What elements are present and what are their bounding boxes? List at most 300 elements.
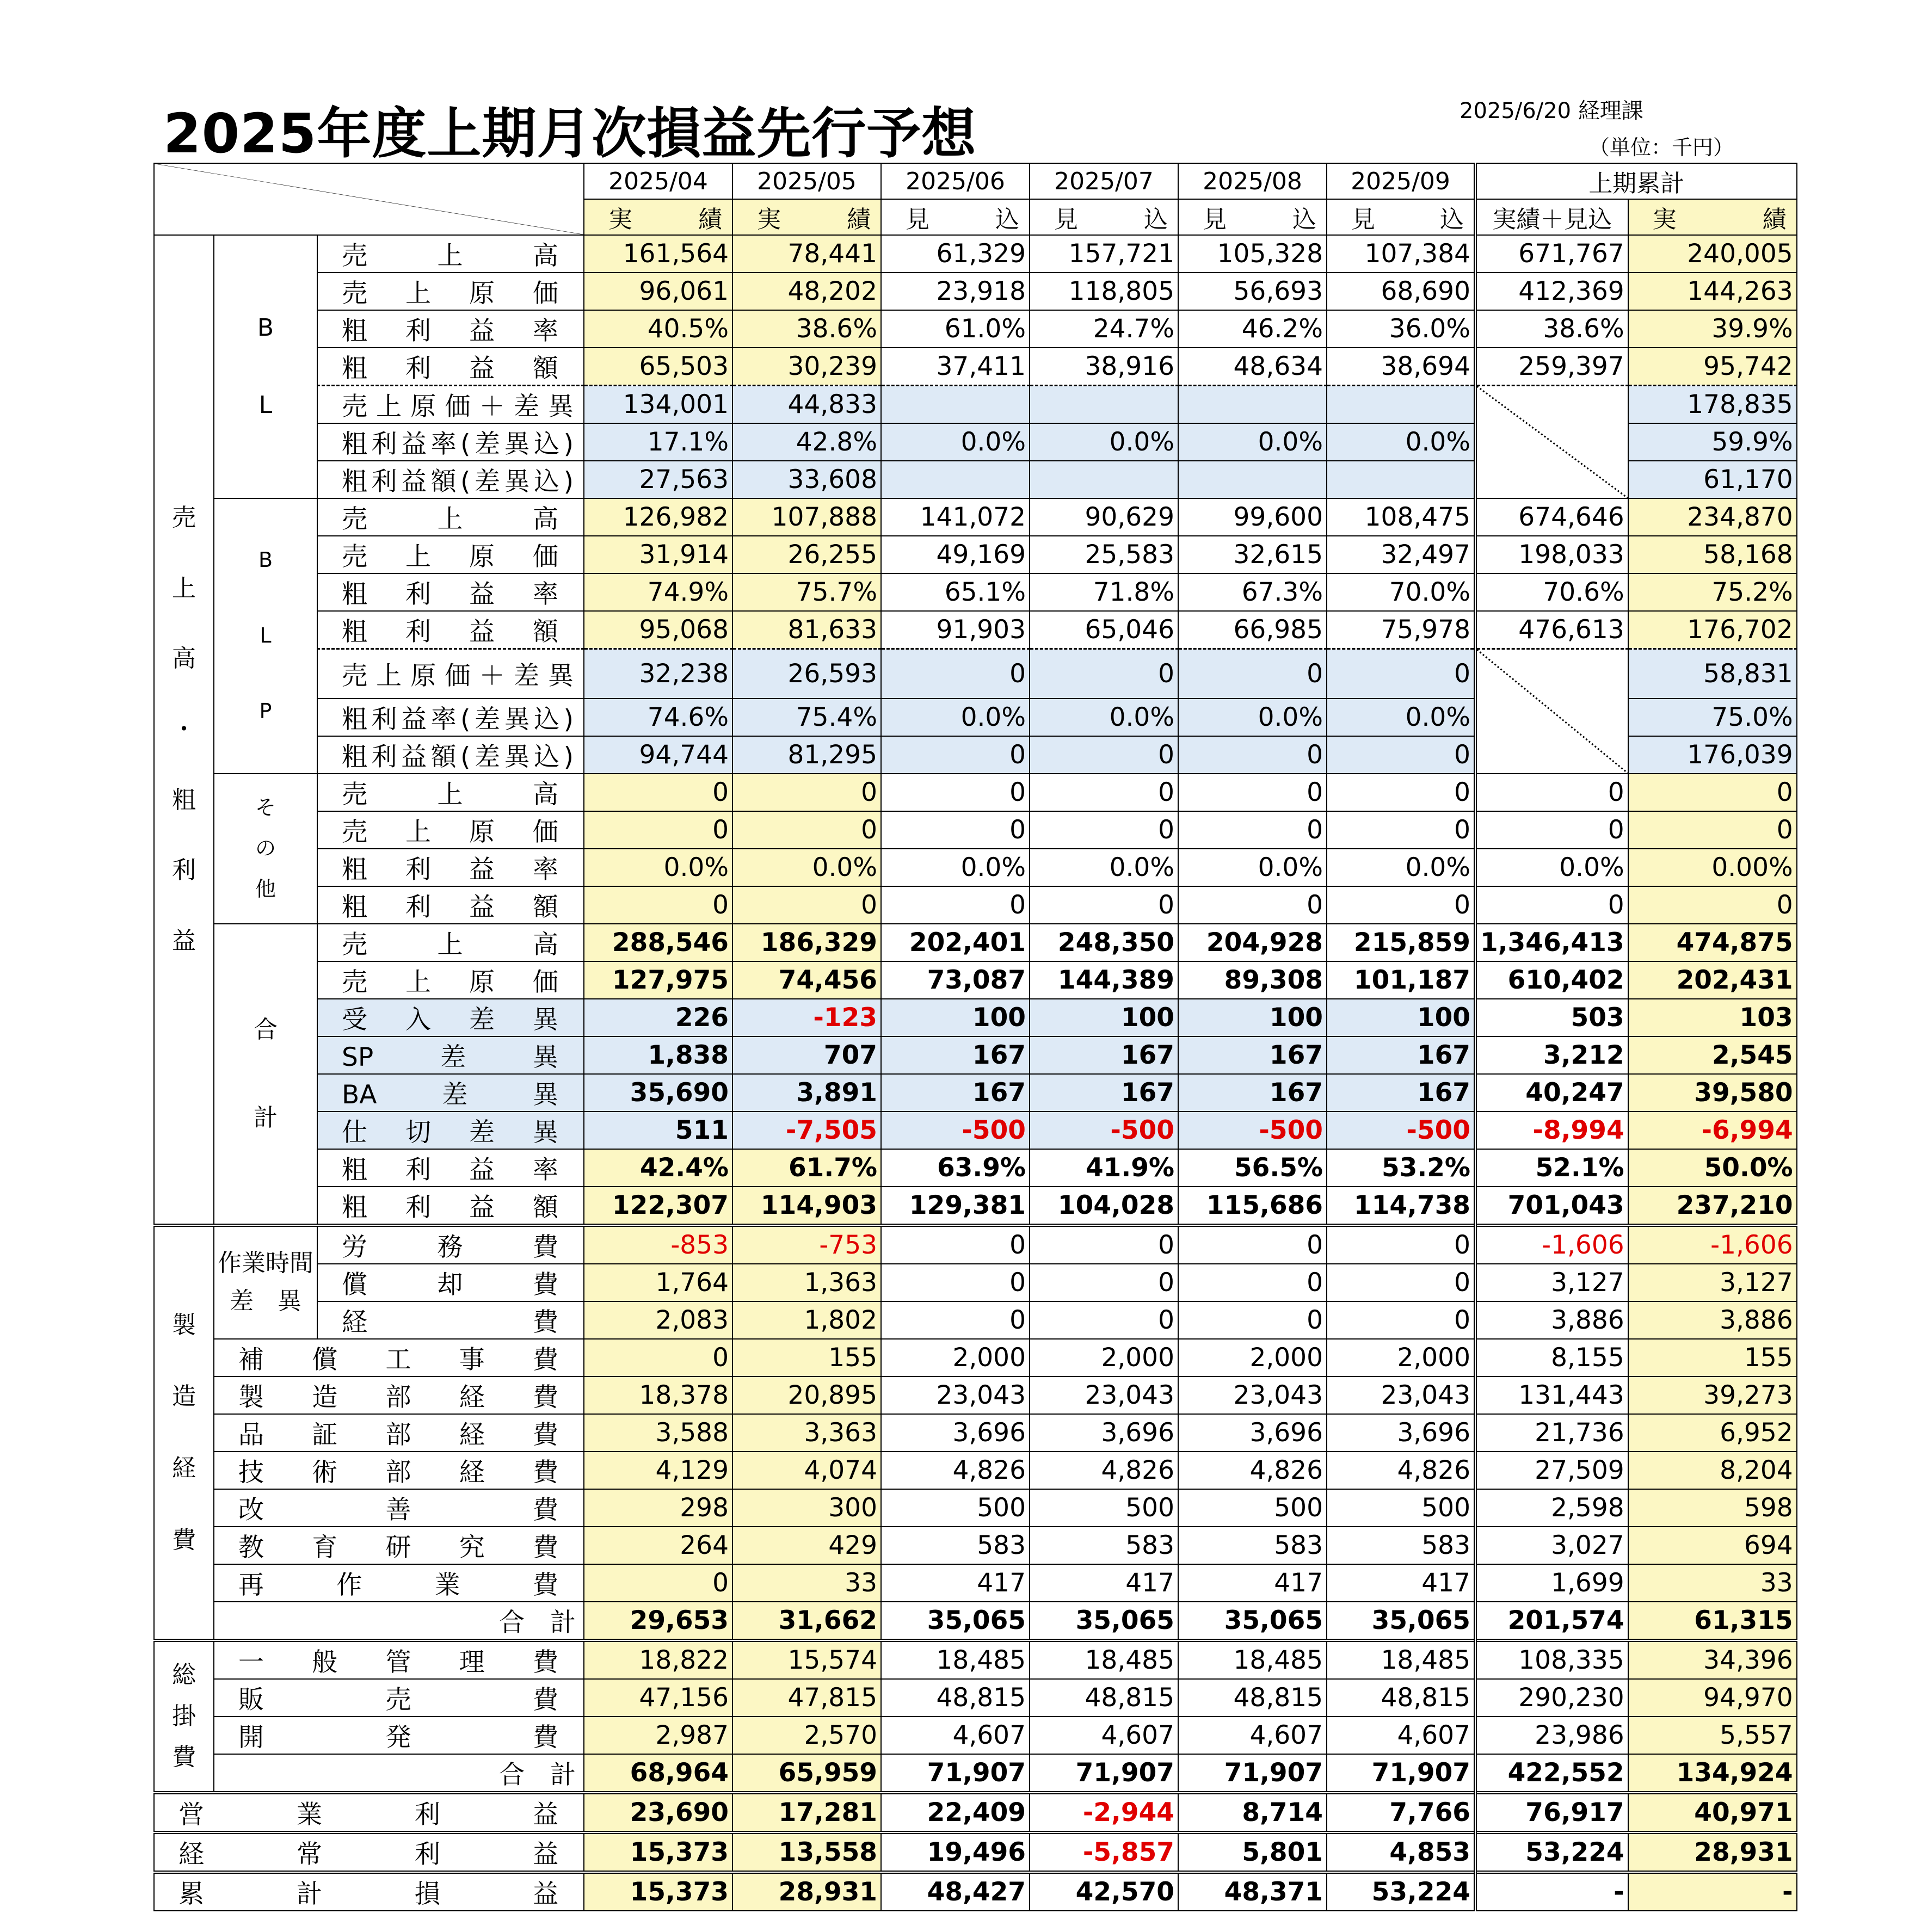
- mfg-depr-cum-actual: 3,127: [1628, 1264, 1797, 1301]
- bl-cogs-cum-total: 412,369: [1475, 273, 1628, 310]
- bl-gma-var-m5: 33,608: [732, 461, 881, 498]
- blp-gma-var-m5: 81,295: [732, 736, 881, 774]
- oth-gm-rate-m4: 0.0%: [584, 849, 732, 886]
- bl-cogs-m4: 96,061: [584, 273, 732, 310]
- mfg-exp-m7: 0: [1030, 1301, 1178, 1339]
- blp-gmr-var-m8: 0.0%: [1178, 699, 1327, 736]
- tot-sp-m6: 167: [881, 1036, 1030, 1074]
- blp-gmr-var-m4: 74.6%: [584, 699, 732, 736]
- row-label: 受入差異: [317, 999, 584, 1036]
- blp-cogs-m5: 26,255: [732, 536, 881, 573]
- bl-gma-var-m9: [1327, 461, 1475, 498]
- blp-gmr-var-cum-actual: 75.0%: [1628, 699, 1797, 736]
- bl-gmr-var-m4: 17.1%: [584, 423, 732, 461]
- blp-sales-cum-total: 674,646: [1475, 498, 1628, 536]
- table-row: [154, 1679, 1797, 1717]
- row-label: 開発費: [214, 1717, 584, 1754]
- mfg-depr-cum-total: 3,127: [1475, 1264, 1628, 1301]
- gen-dev-m4: 2,987: [584, 1717, 732, 1754]
- date-department: 2025/6/20 経理課: [1460, 98, 1643, 124]
- tot-sp-cum-actual: 2,545: [1628, 1036, 1797, 1074]
- blp-gm-rate-m6: 65.1%: [881, 573, 1030, 611]
- mfg-kaizen-cum-actual: 598: [1628, 1489, 1797, 1527]
- mfg-total-m5: 31,662: [732, 1602, 881, 1640]
- tot-ba-m8: 167: [1178, 1074, 1327, 1112]
- mfg-kaizen-m6: 500: [881, 1489, 1030, 1527]
- mfg-tech-cum-total: 27,509: [1475, 1452, 1628, 1489]
- other-group-char: そ: [255, 795, 276, 819]
- tot-recv-cum-total: 503: [1475, 999, 1628, 1036]
- variance-label: 差 異: [230, 1287, 301, 1316]
- gen-dev-m9: 4,607: [1327, 1717, 1475, 1754]
- blp-gm-rate-cum-total: 70.6%: [1475, 573, 1628, 611]
- mfg-labor-m9: 0: [1327, 1225, 1475, 1264]
- gen-dev-m8: 4,607: [1178, 1717, 1327, 1754]
- gen-total-cum-actual: 134,924: [1628, 1754, 1797, 1793]
- status-header-5: 実 績: [732, 199, 881, 235]
- tot-sp-m5: 707: [732, 1036, 881, 1074]
- blp-gm-amt-m9: 75,978: [1327, 611, 1475, 649]
- bl-gmr-var-m6: 0.0%: [881, 423, 1030, 461]
- oth-gm-amt-m6: 0: [881, 886, 1030, 924]
- blp-gm-rate-m5: 75.7%: [732, 573, 881, 611]
- bl-cogs-m6: 23,918: [881, 273, 1030, 310]
- table-row: [154, 1452, 1797, 1489]
- tot-recv-m8: 100: [1178, 999, 1327, 1036]
- mfg-kaizen-m4: 298: [584, 1489, 732, 1527]
- mfg-total-m9: 35,065: [1327, 1602, 1475, 1640]
- tot-sp-m4: 1,838: [584, 1036, 732, 1074]
- table-row: [154, 1377, 1797, 1414]
- main-section-char: 上: [172, 574, 196, 602]
- table-row: [154, 774, 1797, 811]
- table-row: [154, 611, 1797, 649]
- gen-total-m5: 65,959: [732, 1754, 881, 1793]
- blp-cogs-m6: 49,169: [881, 536, 1030, 573]
- main-section-char: 高: [172, 645, 196, 673]
- row-label: 償却費: [317, 1264, 584, 1301]
- blp-cogs-m9: 32,497: [1327, 536, 1475, 573]
- mfg-exp-m9: 0: [1327, 1301, 1475, 1339]
- table-row: [154, 536, 1797, 573]
- row-label: 粗利益額(差異込): [317, 736, 584, 774]
- tot-shikiri-m9: -500: [1327, 1112, 1475, 1149]
- bl-cogs-var-m6: [881, 386, 1030, 424]
- page-title: 2025年度上期月次損益先行予想: [163, 102, 977, 165]
- tot-sales-cum-actual: 474,875: [1628, 924, 1797, 961]
- mfg-comp-m4: 0: [584, 1339, 732, 1377]
- bl-gma-var-m6: [881, 461, 1030, 498]
- mfg-total-m6: 35,065: [881, 1602, 1030, 1640]
- blp-cogs-var-m4: 32,238: [584, 649, 732, 699]
- bl-sales-m8: 105,328: [1178, 235, 1327, 273]
- row-label: 粗利益額: [317, 611, 584, 649]
- gen-admin-m6: 18,485: [881, 1640, 1030, 1679]
- month-header-8: 2025/08: [1178, 163, 1327, 199]
- mfg-kaizen-m8: 500: [1178, 1489, 1327, 1527]
- mfg-tech-m9: 4,826: [1327, 1452, 1475, 1489]
- mfg-total-m8: 35,065: [1178, 1602, 1327, 1640]
- status-header-8: 見 込: [1178, 199, 1327, 235]
- blp-cogs-m4: 31,914: [584, 536, 732, 573]
- cum-pl-m9: 53,224: [1327, 1872, 1475, 1911]
- gen-section-char: 総: [172, 1661, 196, 1689]
- blp-gma-var-cum-actual: 176,039: [1628, 736, 1797, 774]
- row-label: 粗利益額: [317, 886, 584, 924]
- row-label: 粗利益率: [317, 849, 584, 886]
- row-label: 粗利益率: [317, 1149, 584, 1187]
- row-label: 粗利益率: [317, 310, 584, 348]
- mfg-tech-m7: 4,826: [1030, 1452, 1178, 1489]
- other-group-label: [214, 774, 317, 924]
- oth-sales-cum-total: 0: [1475, 774, 1628, 811]
- gen-admin-m8: 18,485: [1178, 1640, 1327, 1679]
- table-row: [154, 1301, 1797, 1339]
- blp-cogs-m7: 25,583: [1030, 536, 1178, 573]
- mfg-labor-m6: 0: [881, 1225, 1030, 1264]
- mfg-exp-m6: 0: [881, 1301, 1030, 1339]
- table-row: [154, 1187, 1797, 1225]
- bl-gm-rate-m8: 46.2%: [1178, 310, 1327, 348]
- table-row: [154, 1602, 1797, 1640]
- tot-gm-amt-m9: 114,738: [1327, 1187, 1475, 1225]
- mfg-qa-m7: 3,696: [1030, 1414, 1178, 1452]
- mfg-labor-m7: 0: [1030, 1225, 1178, 1264]
- gen-section-char: 費: [172, 1743, 196, 1771]
- op-profit-m4: 23,690: [584, 1793, 732, 1832]
- mfg-qa-cum-actual: 6,952: [1628, 1414, 1797, 1452]
- blp-cogs-cum-actual: 58,168: [1628, 536, 1797, 573]
- bl-gmr-var-m7: 0.0%: [1030, 423, 1178, 461]
- mfg-section-char: 造: [172, 1382, 196, 1411]
- tot-gm-rate-m4: 42.4%: [584, 1149, 732, 1187]
- mfg-comp-cum-total: 8,155: [1475, 1339, 1628, 1377]
- tot-shikiri-m7: -500: [1030, 1112, 1178, 1149]
- mfg-section-char: 経: [172, 1454, 196, 1483]
- tot-recv-m5: -123: [732, 999, 881, 1036]
- mfg-tech-m5: 4,074: [732, 1452, 881, 1489]
- blp-sales-m5: 107,888: [732, 498, 881, 536]
- mfg-exp-cum-actual: 3,886: [1628, 1301, 1797, 1339]
- corner-diagonal: [154, 163, 584, 235]
- table-row: [154, 1793, 1797, 1832]
- row-label: SP差異: [317, 1036, 584, 1074]
- tot-shikiri-m6: -500: [881, 1112, 1030, 1149]
- table-row: [154, 649, 1797, 699]
- bl-cogs-var-m7: [1030, 386, 1178, 424]
- row-label: 労務費: [317, 1225, 584, 1264]
- blp-gm-amt-m4: 95,068: [584, 611, 732, 649]
- ord-profit-cum-actual: 28,931: [1628, 1832, 1797, 1872]
- mfg-dept-m8: 23,043: [1178, 1377, 1327, 1414]
- blp-sales-cum-actual: 234,870: [1628, 498, 1797, 536]
- blp-cogs-var-m7: 0: [1030, 649, 1178, 699]
- mfg-depr-m7: 0: [1030, 1264, 1178, 1301]
- cum-status-actual: 実 績: [1628, 199, 1797, 235]
- bl-gm-rate-cum-total: 38.6%: [1475, 310, 1628, 348]
- bl-gma-var-m8: [1178, 461, 1327, 498]
- tot-gm-amt-m4: 122,307: [584, 1187, 732, 1225]
- status-header-7: 見 込: [1030, 199, 1178, 235]
- blp-gm-amt-cum-total: 476,613: [1475, 611, 1628, 649]
- table-row: [154, 1149, 1797, 1187]
- tot-sp-m8: 167: [1178, 1036, 1327, 1074]
- table-row: [154, 1564, 1797, 1602]
- tot-sales-m4: 288,546: [584, 924, 732, 961]
- tot-ba-cum-actual: 39,580: [1628, 1074, 1797, 1112]
- op-profit-cum-actual: 40,971: [1628, 1793, 1797, 1832]
- total-group-label: [214, 924, 317, 1225]
- mfg-comp-m5: 155: [732, 1339, 881, 1377]
- mfg-dept-m5: 20,895: [732, 1377, 881, 1414]
- mfg-comp-cum-actual: 155: [1628, 1339, 1797, 1377]
- mfg-edu-m4: 264: [584, 1527, 732, 1564]
- tot-sales-cum-total: 1,346,413: [1475, 924, 1628, 961]
- ord-profit-m6: 19,496: [881, 1832, 1030, 1872]
- tot-gm-amt-m8: 115,686: [1178, 1187, 1327, 1225]
- table-row: [154, 1872, 1797, 1911]
- blp-gm-amt-m5: 81,633: [732, 611, 881, 649]
- ord-profit-m9: 4,853: [1327, 1832, 1475, 1872]
- month-header-5: 2025/05: [732, 163, 881, 199]
- mfg-comp-m6: 2,000: [881, 1339, 1030, 1377]
- bl-cogs-m8: 56,693: [1178, 273, 1327, 310]
- table-row: [154, 1225, 1797, 1264]
- mfg-qa-m8: 3,696: [1178, 1414, 1327, 1452]
- bl-cum-diagonal: [1475, 386, 1628, 499]
- gen-total-m7: 71,907: [1030, 1754, 1178, 1793]
- bl-cogs-var-m4: 134,001: [584, 386, 732, 424]
- mfg-comp-m7: 2,000: [1030, 1339, 1178, 1377]
- mfg-tech-m8: 4,826: [1178, 1452, 1327, 1489]
- table-row: [154, 163, 1797, 199]
- mfg-edu-cum-actual: 694: [1628, 1527, 1797, 1564]
- row-label: 教育研究費: [214, 1527, 584, 1564]
- blp-sales-m4: 126,982: [584, 498, 732, 536]
- bl-gm-amt-m9: 38,694: [1327, 348, 1475, 386]
- blp-group-label: [214, 498, 317, 774]
- mfg-qa-m6: 3,696: [881, 1414, 1030, 1452]
- bl-sales-m5: 78,441: [732, 235, 881, 273]
- bl-gm-rate-m9: 36.0%: [1327, 310, 1475, 348]
- blp-gmr-var-m7: 0.0%: [1030, 699, 1178, 736]
- oth-sales-cum-actual: 0: [1628, 774, 1797, 811]
- tot-ba-cum-total: 40,247: [1475, 1074, 1628, 1112]
- row-label: 一般管理費: [214, 1640, 584, 1679]
- tot-cogs-m8: 89,308: [1178, 961, 1327, 999]
- cum-header: 上期累計: [1475, 163, 1797, 199]
- tot-shikiri-m5: -7,505: [732, 1112, 881, 1149]
- row-label: 仕切差異: [317, 1112, 584, 1149]
- gen-selling-m4: 47,156: [584, 1679, 732, 1717]
- oth-cogs-cum-total: 0: [1475, 811, 1628, 849]
- mfg-edu-m7: 583: [1030, 1527, 1178, 1564]
- cum-pl-m6: 48,427: [881, 1872, 1030, 1911]
- ord-profit-m5: 13,558: [732, 1832, 881, 1872]
- table-row: [154, 348, 1797, 386]
- row-label: 粗利益率(差異込): [317, 423, 584, 461]
- row-label: 粗利益額: [317, 1187, 584, 1225]
- gen-dev-m6: 4,607: [881, 1717, 1030, 1754]
- bl-gm-amt-cum-actual: 95,742: [1628, 348, 1797, 386]
- blp-gm-amt-m6: 91,903: [881, 611, 1030, 649]
- mfg-depr-m9: 0: [1327, 1264, 1475, 1301]
- mfg-labor-m8: 0: [1178, 1225, 1327, 1264]
- table-row: [154, 1527, 1797, 1564]
- main-section-char: ・: [172, 715, 196, 743]
- mfg-kaizen-m5: 300: [732, 1489, 881, 1527]
- row-label: 累計損益: [154, 1872, 584, 1911]
- tot-sp-cum-total: 3,212: [1475, 1036, 1628, 1074]
- bl-sales-m9: 107,384: [1327, 235, 1475, 273]
- table-row: [154, 1640, 1797, 1679]
- tot-gm-amt-cum-actual: 237,210: [1628, 1187, 1797, 1225]
- mfg-depr-m4: 1,764: [584, 1264, 732, 1301]
- main-section-char: 粗: [172, 786, 196, 814]
- gen-total-cum-total: 422,552: [1475, 1754, 1628, 1793]
- bl-gmr-var-m9: 0.0%: [1327, 423, 1475, 461]
- gen-dev-cum-total: 23,986: [1475, 1717, 1628, 1754]
- oth-gm-amt-m4: 0: [584, 886, 732, 924]
- gen-selling-cum-actual: 94,970: [1628, 1679, 1797, 1717]
- other-group-char: 他: [255, 877, 276, 902]
- cum-pl-m5: 28,931: [732, 1872, 881, 1911]
- oth-gm-amt-m7: 0: [1030, 886, 1178, 924]
- gen-admin-m4: 18,822: [584, 1640, 732, 1679]
- row-label: 経費: [317, 1301, 584, 1339]
- bl-gm-rate-m6: 61.0%: [881, 310, 1030, 348]
- tot-shikiri-m8: -500: [1178, 1112, 1327, 1149]
- tot-gm-rate-cum-total: 52.1%: [1475, 1149, 1628, 1187]
- tot-sp-m9: 167: [1327, 1036, 1475, 1074]
- mfg-kaizen-m9: 500: [1327, 1489, 1475, 1527]
- blp-sales-m9: 108,475: [1327, 498, 1475, 536]
- op-profit-m9: 7,766: [1327, 1793, 1475, 1832]
- row-label: 技術部経費: [214, 1452, 584, 1489]
- mfg-edu-m6: 583: [881, 1527, 1030, 1564]
- gen-selling-m7: 48,815: [1030, 1679, 1178, 1717]
- op-profit-cum-total: 76,917: [1475, 1793, 1628, 1832]
- gen-subtotal-label: 合 計: [214, 1754, 584, 1793]
- total-group-char: 合: [254, 1015, 278, 1044]
- bl-gm-rate-m4: 40.5%: [584, 310, 732, 348]
- tot-cogs-m6: 73,087: [881, 961, 1030, 999]
- oth-sales-m7: 0: [1030, 774, 1178, 811]
- mfg-labor-m4: -853: [584, 1225, 732, 1264]
- row-label: 粗利益率(差異込): [317, 699, 584, 736]
- mfg-section-char: 費: [172, 1526, 196, 1554]
- status-header-6: 見 込: [881, 199, 1030, 235]
- tot-cogs-cum-total: 610,402: [1475, 961, 1628, 999]
- row-label: 粗利益額(差異込): [317, 461, 584, 498]
- gen-selling-cum-total: 290,230: [1475, 1679, 1628, 1717]
- status-header-9: 見 込: [1327, 199, 1475, 235]
- mfg-labor-cum-actual: -1,606: [1628, 1225, 1797, 1264]
- tot-recv-m7: 100: [1030, 999, 1178, 1036]
- row-label: 営業利益: [154, 1793, 584, 1832]
- bl-sales-cum-total: 671,767: [1475, 235, 1628, 273]
- oth-cogs-cum-actual: 0: [1628, 811, 1797, 849]
- unit-label: （単位：千円）: [1589, 135, 1734, 159]
- tot-recv-m6: 100: [881, 999, 1030, 1036]
- tot-ba-m7: 167: [1030, 1074, 1178, 1112]
- cum-pl-cum-total: -: [1475, 1872, 1628, 1911]
- mfg-rework-m5: 33: [732, 1564, 881, 1602]
- blp-gm-amt-m8: 66,985: [1178, 611, 1327, 649]
- cum-pl-m8: 48,371: [1178, 1872, 1327, 1911]
- main-section-char: 利: [172, 856, 196, 885]
- table-row: [154, 273, 1797, 310]
- blp-group-char: L: [260, 624, 272, 648]
- row-label: BA差異: [317, 1074, 584, 1112]
- mfg-exp-m5: 1,802: [732, 1301, 881, 1339]
- table-row: [154, 999, 1797, 1036]
- row-label: 売上原価: [317, 811, 584, 849]
- tot-cogs-m4: 127,975: [584, 961, 732, 999]
- gen-total-m6: 71,907: [881, 1754, 1030, 1793]
- tot-sales-m7: 248,350: [1030, 924, 1178, 961]
- blp-group-char: B: [258, 548, 273, 572]
- bl-cogs-m7: 118,805: [1030, 273, 1178, 310]
- bl-gm-rate-m7: 24.7%: [1030, 310, 1178, 348]
- tot-gm-rate-m7: 41.9%: [1030, 1149, 1178, 1187]
- bl-gm-amt-m4: 65,503: [584, 348, 732, 386]
- bl-sales-m4: 161,564: [584, 235, 732, 273]
- oth-cogs-m4: 0: [584, 811, 732, 849]
- bl-cogs-var-m8: [1178, 386, 1327, 424]
- mfg-tech-m6: 4,826: [881, 1452, 1030, 1489]
- mfg-total-cum-actual: 61,315: [1628, 1602, 1797, 1640]
- gen-admin-m9: 18,485: [1327, 1640, 1475, 1679]
- gen-admin-cum-actual: 34,396: [1628, 1640, 1797, 1679]
- row-label: 売上高: [317, 498, 584, 536]
- oth-sales-m5: 0: [732, 774, 881, 811]
- mfg-edu-cum-total: 3,027: [1475, 1527, 1628, 1564]
- mfg-subtotal-label: 合 計: [214, 1602, 584, 1640]
- mfg-exp-m8: 0: [1178, 1301, 1327, 1339]
- gen-selling-m5: 47,815: [732, 1679, 881, 1717]
- mfg-section-char: 製: [172, 1311, 196, 1339]
- gen-section-char: 掛: [172, 1702, 196, 1730]
- bl-cogs-var-m9: [1327, 386, 1475, 424]
- bl-gm-amt-m5: 30,239: [732, 348, 881, 386]
- gen-section-label: [154, 1640, 214, 1793]
- bl-group-char: L: [258, 391, 273, 419]
- row-label: 補償工事費: [214, 1339, 584, 1377]
- table-row: [154, 1832, 1797, 1872]
- row-label: 品証部経費: [214, 1414, 584, 1452]
- mfg-comp-m9: 2,000: [1327, 1339, 1475, 1377]
- blp-gm-rate-m9: 70.0%: [1327, 573, 1475, 611]
- bl-gm-amt-m8: 48,634: [1178, 348, 1327, 386]
- blp-gma-var-m8: 0: [1178, 736, 1327, 774]
- bl-group-label: [214, 235, 317, 498]
- mfg-rework-cum-total: 1,699: [1475, 1564, 1628, 1602]
- mfg-edu-m8: 583: [1178, 1527, 1327, 1564]
- blp-gmr-var-m6: 0.0%: [881, 699, 1030, 736]
- pl-sheet: [153, 163, 1797, 1911]
- tot-gm-rate-m9: 53.2%: [1327, 1149, 1475, 1187]
- table-row: [154, 310, 1797, 348]
- blp-gm-amt-m7: 65,046: [1030, 611, 1178, 649]
- tot-gm-amt-cum-total: 701,043: [1475, 1187, 1628, 1225]
- month-header-4: 2025/04: [584, 163, 732, 199]
- table-row: [154, 1036, 1797, 1074]
- bl-cogs-var-cum-actual: 178,835: [1628, 386, 1797, 424]
- row-label: 改善費: [214, 1489, 584, 1527]
- mfg-kaizen-cum-total: 2,598: [1475, 1489, 1628, 1527]
- oth-cogs-m7: 0: [1030, 811, 1178, 849]
